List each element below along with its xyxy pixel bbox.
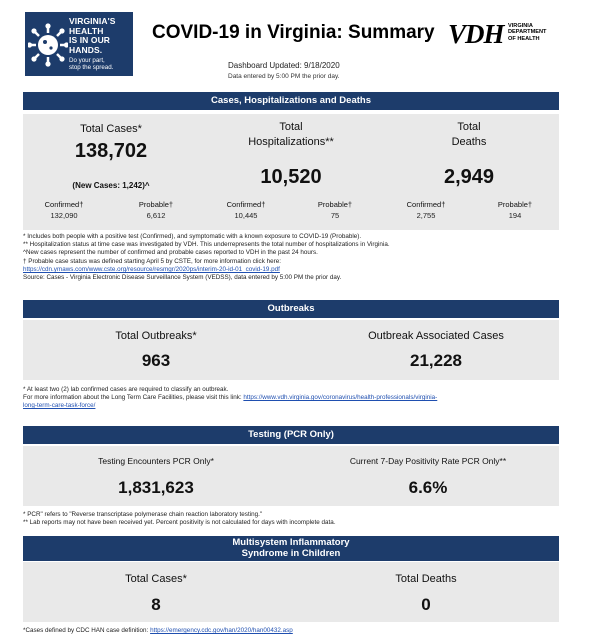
outbreak-cases-value: 21,228	[410, 351, 462, 370]
cases-confirmed-label: Confirmed†	[44, 200, 84, 209]
positivity-rate-label: Current 7-Day Positivity Rate PCR Only**	[349, 456, 507, 466]
cases-footnotes: * Includes both people with a positive test (Confirmed), and symptomatic with a known exposure to COVID-19 (Probable). ** Hospitalization status at time case was investigated by VDH. This underrepresents the total number of hospitalizations in Virginia. ^New cases represent the number of confirmed and probable cases reported to VDH in the past 24 hours. † Probable case status was defined starting April 5 by CSTE, for more information click here: https://cdn.ymaws.com/www.cste.org/resource/resmgr/2020ps/interim-20-id-01_covid-19.pdf Source: Cases - Virginia Electronic Disease Surveillance System (VEDSS), data entered by 5:00 PM the prior day.	[23, 233, 390, 282]
virus-icon	[28, 18, 68, 72]
deaths-label-2: Deaths	[451, 136, 487, 148]
vdh-logo: VDH VIRGINIA DEPARTMENT OF HEALTH	[448, 19, 547, 49]
deaths-value: 2,949	[443, 166, 495, 188]
hosp-probable-label: Probable†	[317, 200, 353, 209]
cases-probable-value: 6,612	[146, 211, 166, 220]
total-cases-label: Total Cases*	[80, 123, 142, 135]
outbreaks-section-header: Outbreaks	[23, 300, 559, 318]
hosp-confirmed-label: Confirmed†	[226, 200, 266, 209]
hosp-confirmed-value: 10,445	[234, 211, 258, 220]
ltc-link[interactable]: https://www.vdh.virginia.gov/coronavirus/health-professionals/virginia-	[243, 394, 438, 402]
testing-section-header: Testing (PCR Only)	[23, 426, 559, 444]
deaths-confirmed-value: 2,755	[416, 211, 436, 220]
testing-encounters-value: 1,831,623	[118, 478, 194, 497]
outbreak-cases-label: Outbreak Associated Cases	[368, 330, 504, 342]
campaign-logo	[25, 12, 133, 76]
misc-footnote: *Cases defined by CDC HAN case definition: https://emergency.cdc.gov/han/2020/han00432.asp	[23, 627, 293, 634]
outbreaks-panel	[23, 320, 559, 380]
cste-link[interactable]: https://cdn.ymaws.com/www.cste.org/resource/resmgr/2020ps/interim-20-id-01_covid-19.pdf	[23, 265, 280, 273]
total-outbreaks-label: Total Outbreaks*	[115, 330, 197, 342]
campaign-title: VIRGINIA'S HEALTH IS IN OUR HANDS.	[69, 16, 116, 55]
outbreaks-footnotes: * At least two (2) lab confirmed cases are required to classify an outbreak. For more information about the Long Term Care Facilities, please visit this link: https://www.vdh.virginia.gov/coronavirus/health-professionals/virginia- long-term-care-task-force/	[23, 386, 438, 410]
positivity-rate-value: 6.6%	[408, 478, 448, 497]
campaign-subtitle: Do your part, stop the spread.	[69, 57, 114, 72]
misc-deaths-value: 0	[421, 595, 431, 614]
total-outbreaks-value: 963	[141, 351, 171, 370]
misc-cases-label: Total Cases*	[125, 573, 187, 585]
misc-panel	[23, 562, 559, 622]
deaths-confirmed-label: Confirmed†	[406, 200, 446, 209]
testing-footnotes: * PCR" refers to "Reverse transcriptase polymerase chain reaction laboratory testing." ** Lab reports may not have been received yet. Percent positivity is not calculated for days with incomplete data.	[23, 511, 336, 527]
testing-encounters-label: Testing Encounters PCR Only*	[98, 456, 214, 466]
deaths-probable-label: Probable†	[497, 200, 533, 209]
ltc-link-cont[interactable]: long-term-care-task-force/	[23, 402, 96, 410]
hospitalizations-label-2: Hospitalizations**	[248, 136, 334, 148]
hospitalizations-value: 10,520	[260, 166, 322, 188]
cases-section-header: Cases, Hospitalizations and Deaths	[23, 92, 559, 110]
deaths-label-1: Total	[457, 121, 481, 133]
misc-deaths-label: Total Deaths	[395, 573, 457, 585]
testing-panel	[23, 446, 559, 506]
hosp-probable-value: 75	[330, 211, 340, 220]
misc-section-header: Multisystem Inflammatory Syndrome in Children	[23, 536, 559, 561]
data-entered-note: Data entered by 5:00 PM the prior day.	[228, 73, 340, 80]
page-title: COVID-19 in Virginia: Summary	[152, 22, 435, 43]
hospitalizations-label-1: Total	[279, 121, 303, 133]
misc-cases-value: 8	[151, 595, 161, 614]
cases-panel	[23, 114, 559, 230]
total-cases-value: 138,702	[74, 140, 148, 162]
dashboard-updated: Dashboard Updated: 9/18/2020	[228, 61, 340, 70]
cases-probable-label: Probable†	[138, 200, 174, 209]
cdc-han-link[interactable]: https://emergency.cdc.gov/han/2020/han00432.asp	[150, 627, 293, 634]
cases-confirmed-value: 132,090	[50, 211, 78, 220]
deaths-probable-value: 194	[508, 211, 522, 220]
new-cases: (New Cases: 1,242)^	[72, 181, 150, 190]
